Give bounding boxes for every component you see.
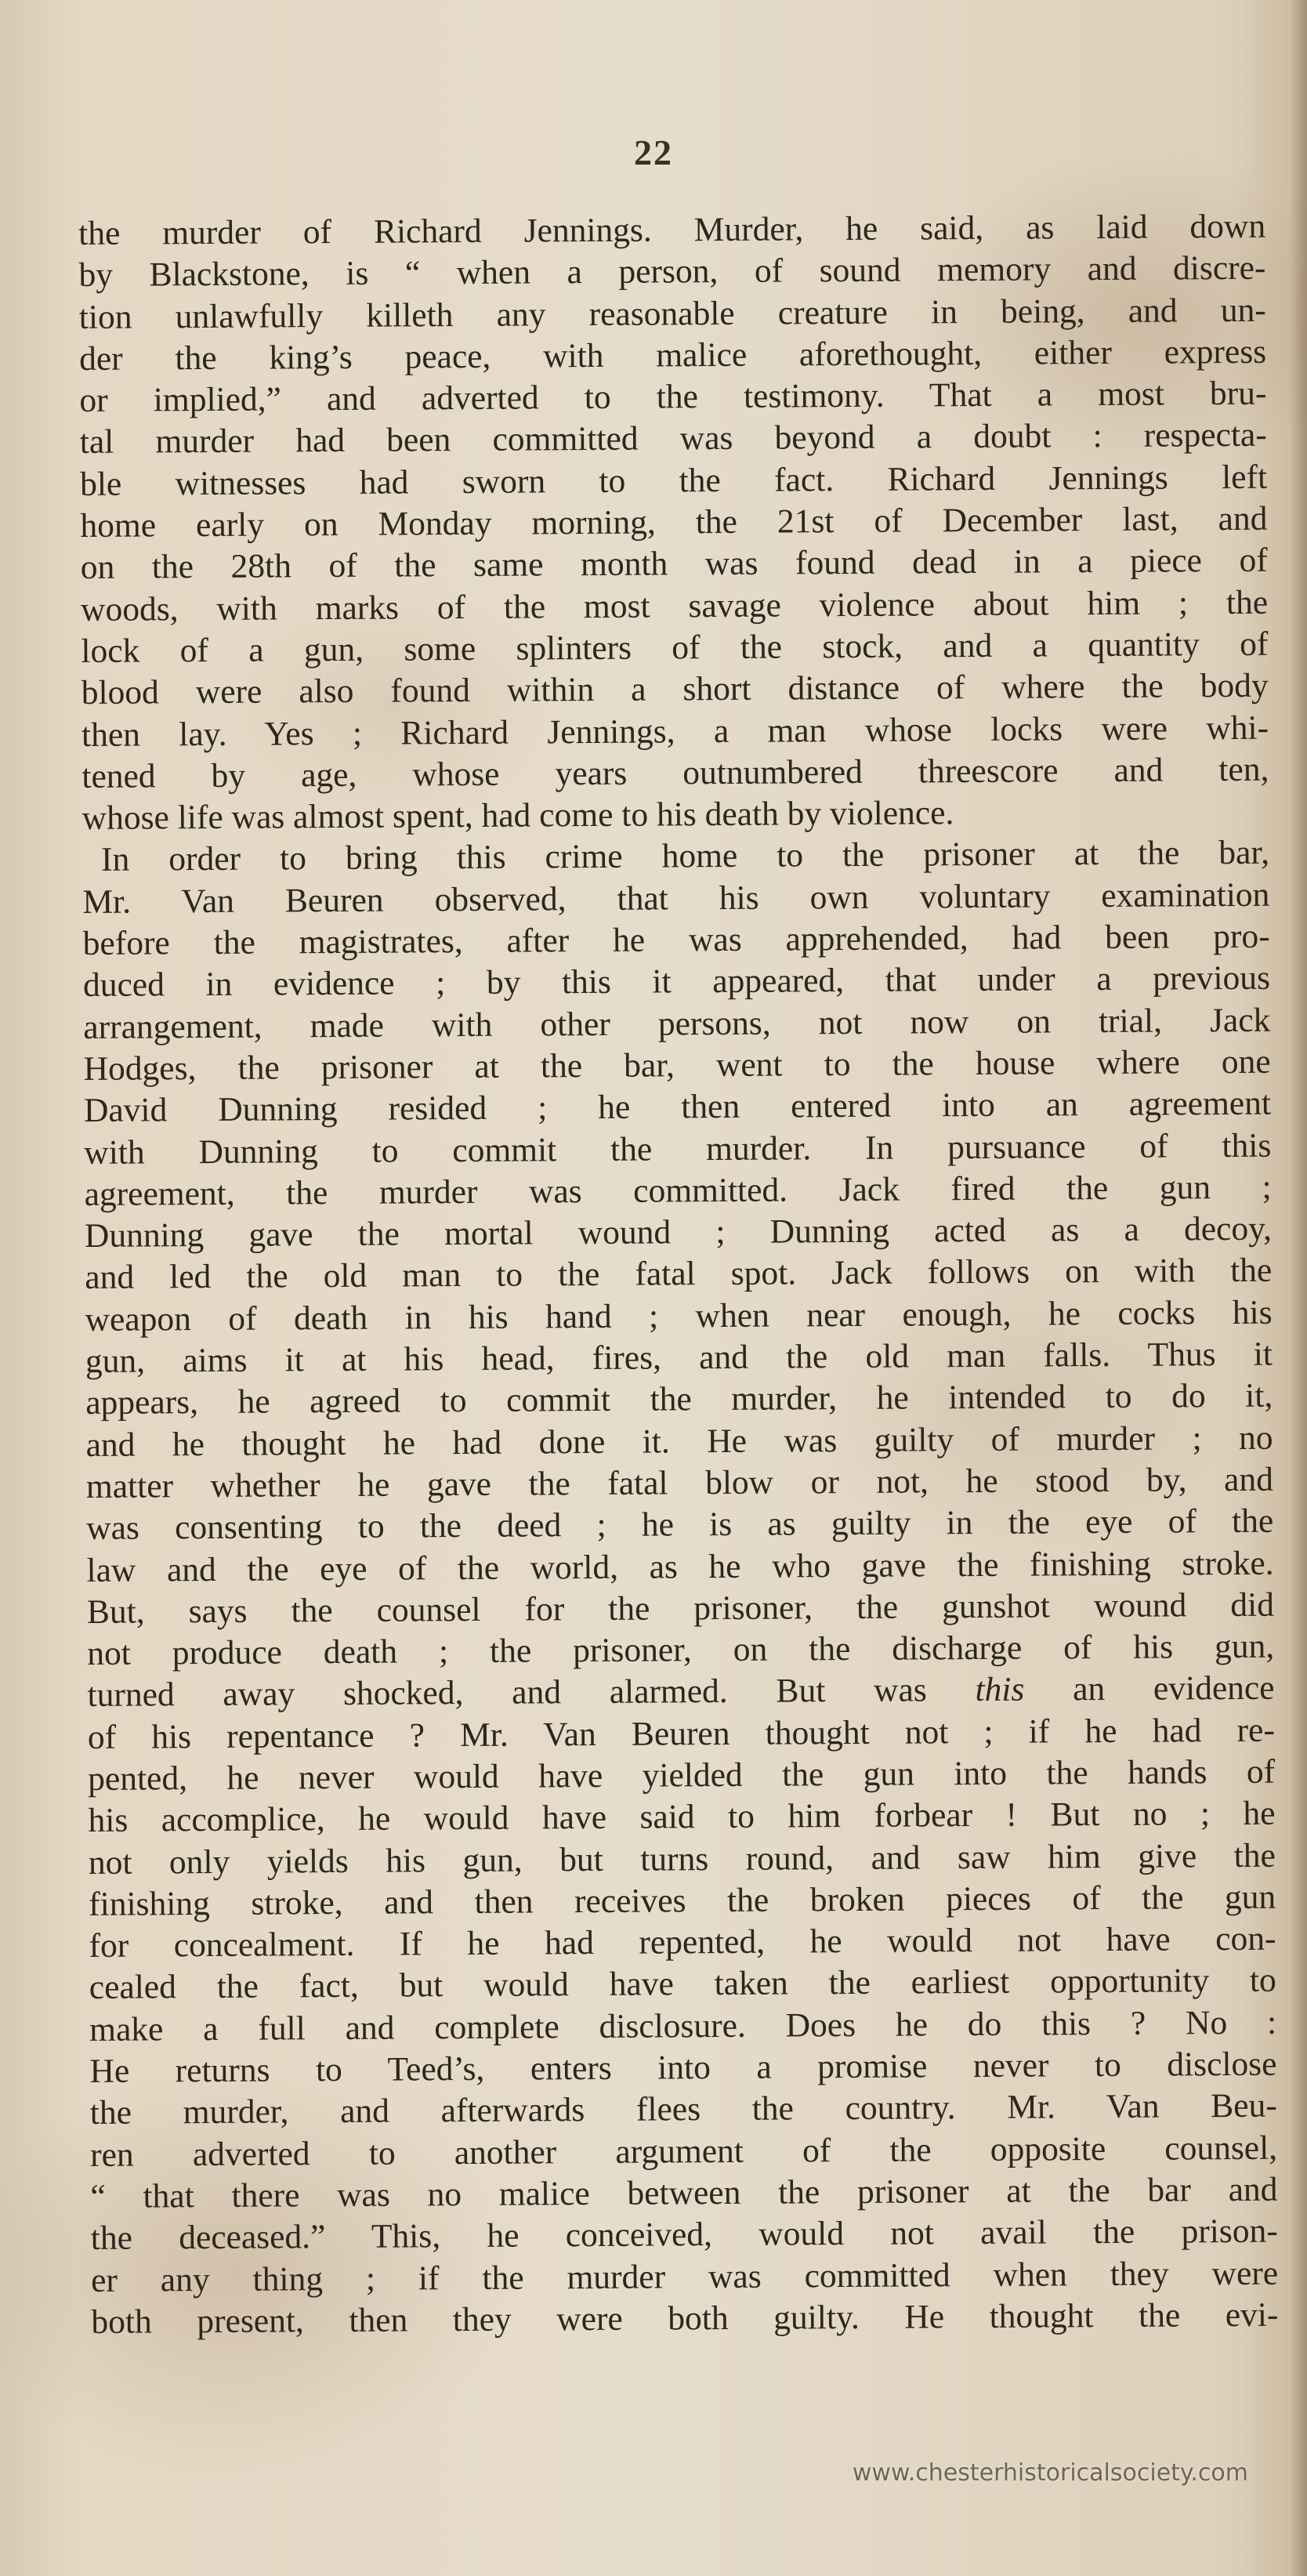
text-line: arrangement, made with other persons, not now on trial, Jack xyxy=(83,1001,1271,1046)
text-line: not produce death ; the prisoner, on the discharge of his gun, xyxy=(87,1627,1275,1673)
text-line: make a full and complete disclosure. Does he do this ? No : xyxy=(89,2003,1277,2049)
text-line: In order to bring this crime home to the prisoner at the bar, xyxy=(100,834,1270,879)
text-line: “ that there was no malice between the prisoner at the bar and xyxy=(90,2170,1278,2216)
text-line: and he thought he had done it. He was guilty of murder ; no xyxy=(85,1418,1273,1464)
text-line: before the magistrates, after he was apprehended, had been pro- xyxy=(82,917,1270,963)
text-line: both present, then they were both guilty. He thought the evi- xyxy=(91,2295,1279,2341)
text-line: tened by age, whose years outnumbered threescore and ten, xyxy=(81,750,1269,795)
text-line: the deceased.” This, he conceived, would not avail the prison- xyxy=(90,2212,1278,2258)
text-line: his accomplice, he would have said to him forbear ! But no ; he xyxy=(88,1794,1276,1840)
text-line: Dunning gave the mortal wound ; Dunning acted as a decoy, xyxy=(84,1209,1273,1255)
text-line: with Dunning to commit the murder. In pursuance of this xyxy=(84,1126,1272,1172)
text-line: of his repentance ? Mr. Van Beuren thought not ; if he had re- xyxy=(87,1711,1275,1756)
text-line: ble witnesses had sworn to the fact. Richard Jennings left xyxy=(79,458,1268,503)
text-line: woods, with marks of the most savage violence about him ; the xyxy=(80,583,1269,629)
text-line: law and the eye of the world, as he who gave the finishing stroke. xyxy=(86,1544,1274,1589)
body-text xyxy=(78,206,1279,2343)
text-line: weapon of death in his hand ; when near enough, he cocks his xyxy=(85,1293,1273,1339)
text-line: the murder, and afterwards flees the country. Mr. Van Beu- xyxy=(89,2087,1277,2132)
text-line: turned away shocked, and alarmed. But was this an evidence xyxy=(87,1669,1275,1715)
text-line: Mr. Van Beuren observed, that his own voluntary examination xyxy=(82,875,1270,921)
text-line: cealed the fact, but would have taken the earliest opportunity to xyxy=(89,1962,1276,2007)
text-line: blood were also found within a short distance of where the body xyxy=(81,667,1269,712)
text-line: on the 28th of the same month was found dead in a piece of xyxy=(80,542,1268,587)
text-line: der the king’s peace, with malice aforethought, either express xyxy=(78,332,1267,378)
text-line: David Dunning resided ; he then entered into an agreement xyxy=(83,1084,1272,1130)
text-line: finishing stroke, and then receives the broken pieces of the gun xyxy=(89,1878,1276,1923)
text-line: and led the old man to the fatal spot. Jack follows on with the xyxy=(85,1252,1273,1297)
page-number: 22 xyxy=(634,132,673,172)
text-line: then lay. Yes ; Richard Jennings, a man whose locks were whi- xyxy=(81,708,1269,754)
text-line: lock of a gun, some splinters of the stock, and a quantity of xyxy=(81,625,1269,670)
text-line: ren adverted to another argument of the opposite counsel, xyxy=(89,2129,1278,2174)
text-line: not only yields his gun, but turns round, and saw him give the xyxy=(88,1836,1276,1882)
text-line: agreement, the murder was committed. Jack fired the gun ; xyxy=(84,1168,1272,1213)
text-line: for concealment. If he had repented, he would not have con- xyxy=(89,1919,1276,1966)
text-line: appears, he agreed to commit the murder, he intended to do it, xyxy=(85,1377,1273,1422)
watermark: www.chesterhistoricalsociety.com xyxy=(852,2459,1248,2487)
text-line: Hodges, the prisoner at the bar, went to the house where one xyxy=(83,1042,1271,1088)
text-line: the murder of Richard Jennings. Murder, he said, as laid down xyxy=(78,207,1266,252)
text-line: or implied,” and adverted to the testimony. That a most bru- xyxy=(79,374,1267,420)
text-line: But, says the counsel for the prisoner, the gunshot wound did xyxy=(86,1585,1275,1631)
text-line: pented, he never would have yielded the gun into the hands of xyxy=(88,1752,1276,1798)
text-line: by Blackstone, is “ when a person, of sound memory and discre- xyxy=(78,249,1266,295)
text-line: home early on Monday morning, the 21st of December last, and xyxy=(80,499,1268,545)
text-line: tion unlawfully killeth any reasonable creature in being, and un- xyxy=(78,291,1266,336)
text-line: matter whether he gave the fatal blow or not, he stood by, and xyxy=(85,1460,1274,1505)
text-line: whose life was almost spent, had come to his death by violence. xyxy=(81,794,954,838)
text-line: He returns to Teed’s, enters into a promise never to disclose xyxy=(89,2045,1277,2091)
text-line: tal murder had been committed was beyond a doubt : respecta- xyxy=(79,416,1267,462)
page-edge-shadow xyxy=(1290,0,1307,2576)
text-line: gun, aims it at his head, fires, and the old man falls. Thus it xyxy=(85,1335,1273,1380)
text-line: was consenting to the deed ; he is as guilty in the eye of the xyxy=(86,1502,1274,1548)
text-line: er any thing ; if the murder was committed when they were xyxy=(90,2254,1279,2299)
text-line: duced in evidence ; by this it appeared, that under a previous xyxy=(82,959,1271,1005)
